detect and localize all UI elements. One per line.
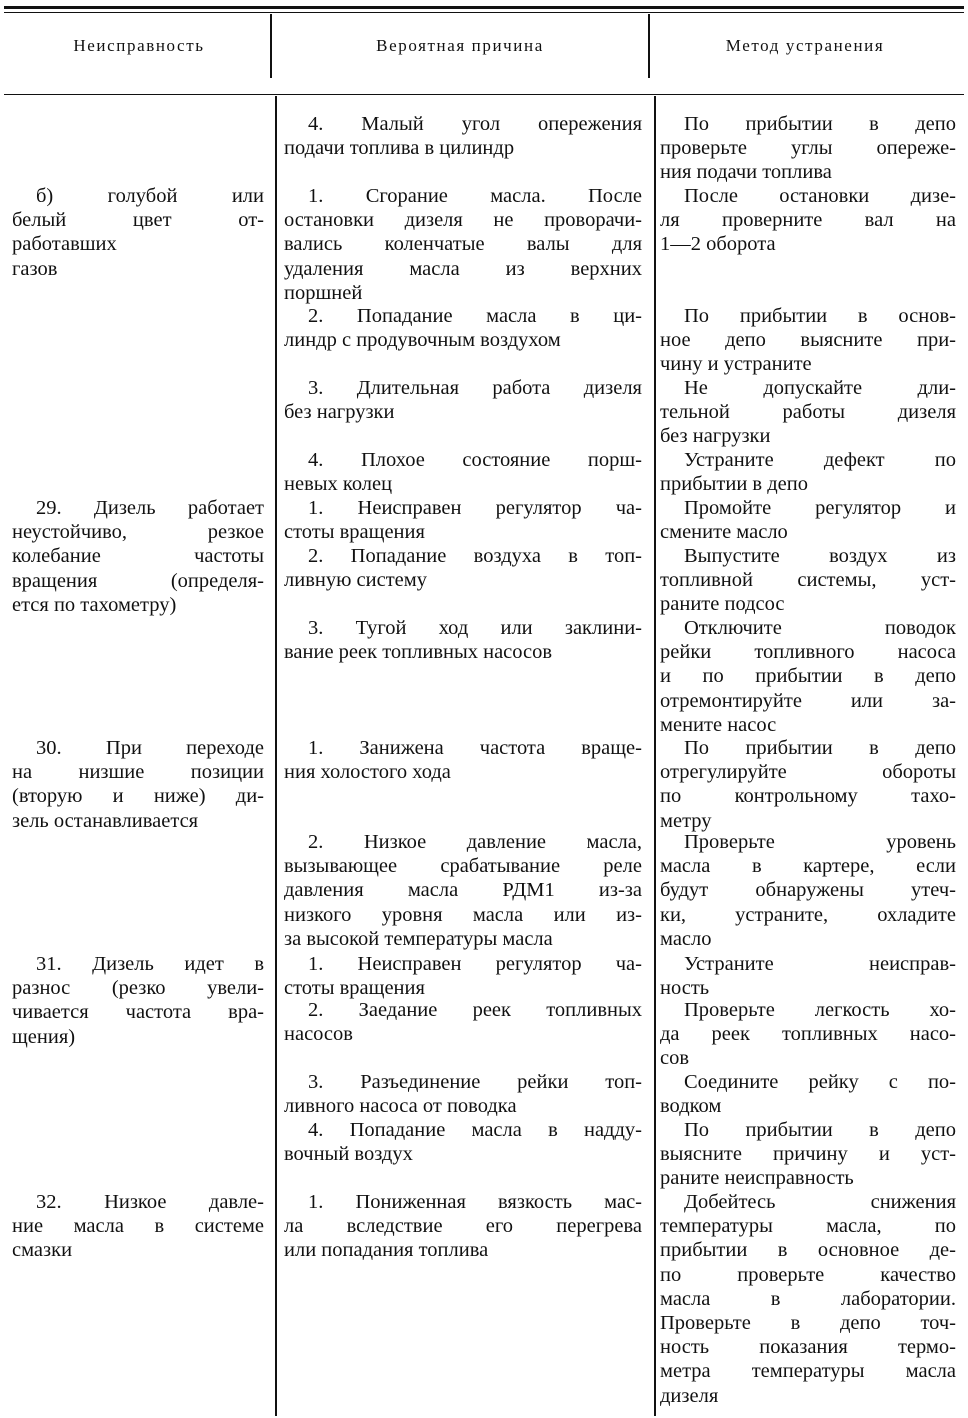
- fix-cell-line: По прибытии в депо: [684, 113, 956, 135]
- fix-cell: [660, 544, 956, 617]
- fix-cell-line: ля проверните вал на: [660, 209, 956, 232]
- fix-cell-line: раните подсос: [660, 593, 785, 616]
- fix-cell-line: метра температуры масла: [660, 1360, 956, 1383]
- fix-cell-line: Промойте регулятор и: [684, 497, 956, 519]
- header-cause: Вероятная причина: [376, 36, 544, 55]
- fix-cell: [660, 952, 956, 1000]
- fix-cell-line: Проверьте уровень: [684, 831, 956, 853]
- fix-cell-line: отремонтируйте или за-: [660, 689, 956, 712]
- fix-cell-line: сов: [660, 1047, 690, 1070]
- fix-cell-line: ность показания термо-: [660, 1336, 956, 1359]
- fault-cell: [12, 496, 264, 617]
- fix-cell: [660, 184, 956, 257]
- cause-cell-line: 1. Сгорание масла. После: [308, 185, 642, 207]
- fix-cell: [660, 1118, 956, 1191]
- fix-cell-line: и по прибытии в депо: [660, 665, 956, 688]
- fix-cell-line: топливной системы, уст-: [660, 569, 956, 592]
- fix-cell-line: смените масло: [660, 521, 788, 544]
- fix-cell-line: будут обнаружены утеч-: [660, 879, 956, 902]
- cause-cell: [284, 736, 642, 784]
- fault-cell: [12, 952, 264, 1049]
- fix-cell-line: Соедините рейку с по-: [684, 1071, 956, 1093]
- cause-cell: [284, 448, 642, 496]
- cause-cell-line: 3. Разъединение рейки топ-: [308, 1071, 642, 1093]
- cause-cell: [284, 496, 642, 544]
- header-fix: Метод устранения: [725, 36, 885, 55]
- cause-cell: [284, 1190, 642, 1263]
- fix-cell: [660, 1190, 956, 1408]
- fix-cell-line: ное депо выясните при-: [660, 329, 956, 352]
- fault-cell-line: 30. При переходе: [36, 737, 264, 759]
- cause-cell-line: 2. Попадание масла в ци-: [308, 305, 642, 327]
- fix-cell-line: масло: [660, 927, 712, 950]
- fix-cell-line: выясните причину и уст-: [660, 1143, 956, 1166]
- cause-cell-line: линдр с продувочным воздухом: [284, 329, 561, 352]
- fix-cell-line: прибытии в депо: [660, 473, 808, 496]
- fix-cell-line: прибытии в основное де-: [660, 1239, 956, 1262]
- top-rule-thick: [4, 6, 964, 9]
- fix-cell-line: По прибытии в депо: [684, 737, 956, 759]
- cause-cell-line: 2. Заедание реек топливных: [308, 999, 642, 1021]
- fault-cell-line: щения): [12, 1025, 76, 1048]
- cause-cell-line: вызывающее срабатывание реле: [284, 855, 642, 878]
- cause-cell-line: подачи топлива в цилиндр: [284, 137, 515, 160]
- fix-cell-line: масла в картере, если: [660, 855, 956, 878]
- fix-cell-line: ния подачи топлива: [660, 161, 832, 184]
- fix-cell-line: Проверьте в депо точ-: [660, 1311, 956, 1334]
- fix-cell: [660, 496, 956, 544]
- fault-cell-line: разнос (резко увели-: [12, 977, 264, 1000]
- cause-cell: [284, 1118, 642, 1166]
- fault-cell-line: б) голубой или: [36, 185, 264, 207]
- cause-cell: [284, 998, 642, 1046]
- cause-cell: [284, 1070, 642, 1118]
- fix-cell: [660, 112, 956, 185]
- header-fault: Неисправность: [73, 36, 205, 55]
- fix-cell-line: Отключите поводок: [684, 617, 956, 639]
- fix-cell-line: Не допускайте дли-: [684, 377, 956, 399]
- cause-cell-line: вались коленчатые валы для: [284, 233, 642, 256]
- fix-cell-line: чину и устраните: [660, 353, 812, 376]
- cause-cell: [284, 952, 642, 1000]
- fix-cell-line: по проверьте качество: [660, 1263, 956, 1286]
- fix-cell: [660, 448, 956, 496]
- fault-cell-line: чивается частота вра-: [12, 1001, 264, 1024]
- fault-cell-line: белый цвет от-: [12, 209, 264, 232]
- cause-cell-line: 1. Неисправен регулятор ча-: [308, 953, 642, 975]
- cause-cell-line: остановки дизеля не проворачи-: [284, 209, 642, 232]
- cause-cell-line: без нагрузки: [284, 401, 395, 424]
- cause-cell: [284, 544, 642, 592]
- cause-cell-line: 1. Пониженная вязкость мас-: [308, 1191, 642, 1213]
- fault-cell-line: вращения (определя-: [12, 569, 264, 592]
- cause-cell-line: ния холостого хода: [284, 761, 451, 784]
- cause-cell-line: 3. Тугой ход или заклини-: [308, 617, 642, 639]
- fix-cell-line: 1—2 оборота: [660, 233, 776, 256]
- fix-cell: [660, 616, 956, 737]
- fault-cell-line: 32. Низкое давле-: [36, 1191, 264, 1213]
- cause-cell: [284, 304, 642, 352]
- header-bottom-rule: [4, 94, 964, 95]
- cause-cell: [284, 376, 642, 424]
- fault-cell-line: (вторую и ниже) ди-: [12, 785, 264, 808]
- cause-cell: [284, 830, 642, 951]
- cause-cell-line: 4. Попадание масла в надду-: [308, 1119, 642, 1141]
- cause-cell-line: удаления масла из верхних: [284, 257, 642, 280]
- fix-cell-line: отрегулируйте обороты: [660, 761, 956, 784]
- cause-cell-line: давления масла РДМ1 из-за: [284, 879, 642, 902]
- cause-cell-line: стоты вращения: [284, 521, 425, 544]
- fault-cell-line: неустойчиво, резкое: [12, 521, 264, 544]
- fix-cell-line: По прибытии в депо: [684, 1119, 956, 1141]
- cause-cell-line: 4. Малый угол опережения: [308, 113, 642, 135]
- fault-cell-line: колебание частоты: [12, 545, 264, 568]
- fix-cell-line: мените насос: [660, 713, 777, 736]
- fix-cell-line: После остановки дизе-: [684, 185, 956, 207]
- fault-cell: [12, 1190, 264, 1263]
- fix-cell-line: Добейтесь снижения: [684, 1191, 956, 1213]
- fault-cell: [12, 184, 264, 281]
- fault-cell: [12, 736, 264, 833]
- cause-cell-line: или попадания топлива: [284, 1239, 489, 1262]
- body-col-divider-2: [654, 96, 656, 1416]
- fault-cell-line: ется по тахометру): [12, 593, 177, 616]
- cause-cell-line: 2. Попадание воздуха в топ-: [308, 545, 642, 567]
- cause-cell-line: невых колец: [284, 473, 393, 496]
- fault-cell-line: смазки: [12, 1239, 73, 1262]
- cause-cell-line: вание реек топливных насосов: [284, 641, 553, 664]
- cause-cell: [284, 616, 642, 664]
- fix-cell: [660, 376, 956, 449]
- fault-cell-line: на низшие позиции: [12, 761, 264, 784]
- cause-cell-line: 2. Низкое давление масла,: [308, 831, 642, 853]
- fix-cell-line: температуры масла, по: [660, 1215, 956, 1238]
- fault-cell-line: ние масла в системе: [12, 1215, 264, 1238]
- fix-cell-line: дизеля: [660, 1384, 719, 1407]
- cause-cell-line: низкого уровня масла или из-: [284, 903, 642, 926]
- cause-cell-line: 1. Неисправен регулятор ча-: [308, 497, 642, 519]
- fix-cell-line: рейки топливного насоса: [660, 641, 956, 664]
- fix-cell: [660, 830, 956, 951]
- fault-cell-line: газов: [12, 257, 58, 280]
- fix-cell-line: метру: [660, 809, 712, 832]
- fault-cell-line: 29. Дизель работает: [36, 497, 264, 519]
- cause-cell-line: 4. Плохое состояние порш-: [308, 449, 642, 471]
- cause-cell-line: насосов: [284, 1023, 353, 1046]
- fault-cell-line: зель останавливается: [12, 809, 199, 832]
- fix-cell-line: ки, устраните, охладите: [660, 903, 956, 926]
- fix-cell-line: тельной работы дизеля: [660, 401, 956, 424]
- cause-cell: [284, 112, 642, 160]
- fix-cell-line: проверьте углы опереже-: [660, 137, 956, 160]
- top-rule-thin: [4, 12, 964, 13]
- fix-cell-line: Выпустите воздух из: [684, 545, 956, 567]
- fix-cell-line: ность: [660, 977, 710, 1000]
- fix-cell-line: Устраните дефект по: [684, 449, 956, 471]
- fault-cell-line: 31. Дизель идет в: [36, 953, 264, 975]
- fix-cell: [660, 736, 956, 833]
- fix-cell-line: Проверьте легкость хо-: [684, 999, 956, 1021]
- fix-cell-line: раните неисправность: [660, 1167, 854, 1190]
- fix-cell-line: без нагрузки: [660, 425, 771, 448]
- cause-cell-line: 1. Занижена частота враще-: [308, 737, 642, 759]
- fix-cell: [660, 998, 956, 1071]
- cause-cell-line: поршней: [284, 281, 363, 304]
- fix-cell-line: водком: [660, 1095, 722, 1118]
- fix-cell-line: по контрольному тахо-: [660, 785, 956, 808]
- cause-cell-line: ливного насоса от поводка: [284, 1095, 517, 1118]
- cause-cell-line: ливную систему: [284, 569, 427, 592]
- cause-cell-line: стоты вращения: [284, 977, 425, 1000]
- cause-cell-line: ла вследствие его перегрева: [284, 1215, 642, 1238]
- fault-cell-line: работавших: [12, 233, 117, 256]
- fix-cell: [660, 1070, 956, 1118]
- cause-cell-line: 3. Длительная работа дизеля: [308, 377, 642, 399]
- cause-cell: [284, 184, 642, 305]
- fix-cell-line: масла в лаборатории.: [660, 1287, 956, 1310]
- fix-cell-line: По прибытии в основ-: [684, 305, 956, 327]
- cause-cell-line: вочный воздух: [284, 1143, 413, 1166]
- fix-cell-line: да реек топливных насо-: [660, 1023, 956, 1046]
- fix-cell: [660, 304, 956, 377]
- body-col-divider-1: [275, 96, 277, 1416]
- cause-cell-line: за высокой температуры масла: [284, 927, 553, 950]
- fix-cell-line: Устраните неисправ-: [684, 953, 956, 975]
